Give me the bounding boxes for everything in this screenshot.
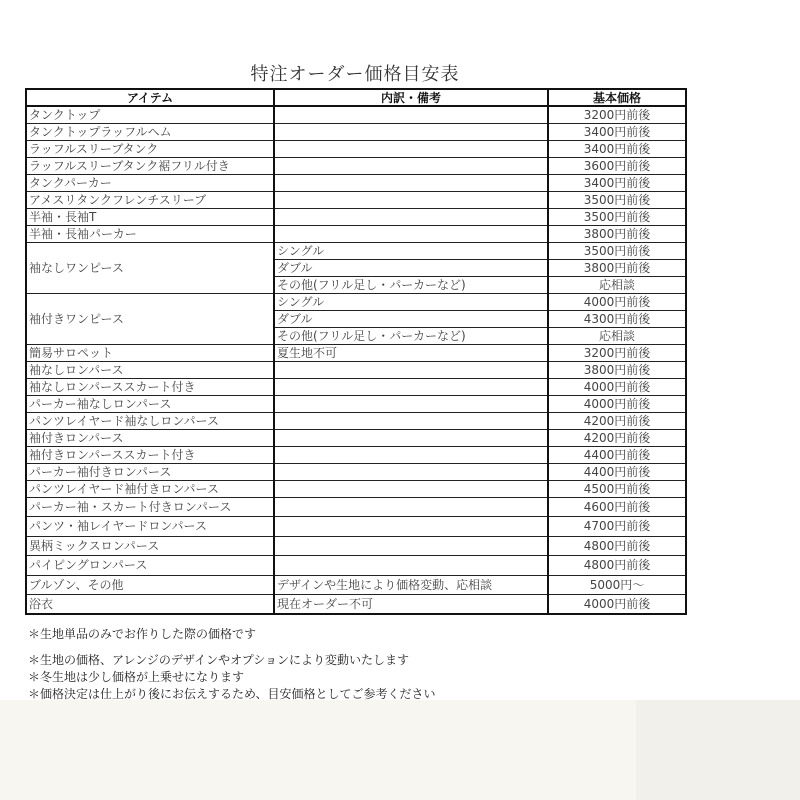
price-cell: 3200円前後 (548, 106, 686, 123)
price-cell: 4800円前後 (548, 536, 686, 556)
item-cell: タンクトップラッフルヘム (26, 123, 274, 140)
item-cell: 袖付きロンパース (26, 429, 274, 446)
price-cell: 5000円～ (548, 575, 686, 595)
price-cell: 4700円前後 (548, 517, 686, 537)
background-texture-right (636, 700, 800, 800)
price-cell: 4300円前後 (548, 310, 686, 327)
price-cell: 4200円前後 (548, 429, 686, 446)
header-item: アイテム (26, 89, 274, 106)
price-cell: 3800円前後 (548, 361, 686, 378)
detail-cell: ダブル (274, 259, 548, 276)
table-row (26, 106, 686, 123)
item-cell: 浴衣 (26, 595, 274, 615)
price-cell: 応相談 (548, 276, 686, 293)
price-cell: 3800円前後 (548, 225, 686, 242)
price-cell: 応相談 (548, 327, 686, 344)
note: ＊価格決定は仕上がり後にお伝えするため、目安価格としてご参考ください (28, 687, 436, 701)
item-cell: 袖なしロンパーススカート付き (26, 378, 274, 395)
price-cell: 4000円前後 (548, 378, 686, 395)
table-row (26, 208, 686, 225)
table-row (26, 293, 686, 310)
price-cell: 3400円前後 (548, 123, 686, 140)
table-row (26, 556, 686, 576)
item-cell: 袖なしワンピース (26, 242, 274, 293)
detail-cell: デザインや生地により価格変動、応相談 (274, 575, 548, 595)
detail-cell (274, 106, 548, 123)
price-cell: 3200円前後 (548, 344, 686, 361)
price-cell: 4800円前後 (548, 556, 686, 576)
price-cell: 3500円前後 (548, 242, 686, 259)
header-price: 基本価格 (548, 89, 686, 106)
price-table (25, 88, 687, 615)
item-cell: 袖付きワンピース (26, 293, 274, 344)
table-row (26, 497, 686, 517)
detail-cell (274, 429, 548, 446)
item-cell: 半袖・長袖T (26, 208, 274, 225)
detail-cell (274, 225, 548, 242)
item-cell: パンツレイヤード袖なしロンパース (26, 412, 274, 429)
table-row (26, 536, 686, 556)
item-cell: パーカー袖付きロンパース (26, 463, 274, 480)
detail-cell (274, 208, 548, 225)
price-cell: 3400円前後 (548, 140, 686, 157)
detail-cell (274, 361, 548, 378)
table-row (26, 395, 686, 412)
table-row (26, 174, 686, 191)
price-cell: 3600円前後 (548, 157, 686, 174)
table-row (26, 191, 686, 208)
item-cell: ラッフルスリーブタンク (26, 140, 274, 157)
table-row (26, 446, 686, 463)
detail-cell (274, 378, 548, 395)
detail-cell: シングル (274, 293, 548, 310)
item-cell: 袖なしロンパース (26, 361, 274, 378)
detail-cell (274, 157, 548, 174)
table-row (26, 595, 686, 615)
table-row (26, 575, 686, 595)
detail-cell: シングル (274, 242, 548, 259)
detail-cell (274, 480, 548, 497)
price-cell: 3500円前後 (548, 191, 686, 208)
price-cell: 4600円前後 (548, 497, 686, 517)
item-cell: ラッフルスリーブタンク裾フリル付き (26, 157, 274, 174)
item-cell: アメスリタンクフレンチスリーブ (26, 191, 274, 208)
detail-cell: 現在オーダー不可 (274, 595, 548, 615)
note: ＊冬生地は少し価格が上乗せになります (28, 670, 245, 684)
detail-cell: その他(フリル足し・パーカーなど) (274, 276, 548, 293)
detail-cell (274, 556, 548, 576)
item-cell: パイピングロンパース (26, 556, 274, 576)
detail-cell (274, 140, 548, 157)
price-cell: 4200円前後 (548, 412, 686, 429)
price-cell: 4400円前後 (548, 463, 686, 480)
item-cell: パーカー袖なしロンパース (26, 395, 274, 412)
table-row (26, 480, 686, 497)
table-row (26, 412, 686, 429)
detail-cell (274, 536, 548, 556)
price-cell: 4000円前後 (548, 595, 686, 615)
table-row (26, 344, 686, 361)
detail-cell: その他(フリル足し・パーカーなど) (274, 327, 548, 344)
detail-cell (274, 174, 548, 191)
detail-cell (274, 446, 548, 463)
item-cell: パンツ・袖レイヤードロンパース (26, 517, 274, 537)
table-row (26, 517, 686, 537)
price-cell: 3500円前後 (548, 208, 686, 225)
item-cell: 簡易サロペット (26, 344, 274, 361)
item-cell: タンクパーカー (26, 174, 274, 191)
item-cell: タンクトップ (26, 106, 274, 123)
detail-cell (274, 497, 548, 517)
table-row (26, 361, 686, 378)
detail-cell (274, 191, 548, 208)
table-row (26, 225, 686, 242)
price-cell: 3400円前後 (548, 174, 686, 191)
price-cell: 4500円前後 (548, 480, 686, 497)
price-cell: 3800円前後 (548, 259, 686, 276)
price-cell: 4000円前後 (548, 395, 686, 412)
table-row (26, 242, 686, 259)
item-cell: パンツレイヤード袖付きロンパース (26, 480, 274, 497)
item-cell: 異柄ミックスロンパース (26, 536, 274, 556)
table-row (26, 378, 686, 395)
note: ＊生地の価格、アレンジのデザインやオプションにより変動いたします (28, 653, 410, 667)
detail-cell: 夏生地不可 (274, 344, 548, 361)
table-row (26, 157, 686, 174)
note: ＊生地単品のみでお作りした際の価格です (28, 627, 257, 641)
item-cell: 半袖・長袖パーカー (26, 225, 274, 242)
detail-cell (274, 517, 548, 537)
detail-cell (274, 463, 548, 480)
item-cell: ブルゾン、その他 (26, 575, 274, 595)
page-title: 特注オーダー価格目安表 (250, 64, 460, 85)
item-cell: パーカー袖・スカート付きロンパース (26, 497, 274, 517)
price-cell: 4400円前後 (548, 446, 686, 463)
notes (28, 626, 436, 703)
header-detail: 内訳・備考 (274, 89, 548, 106)
detail-cell: ダブル (274, 310, 548, 327)
detail-cell (274, 395, 548, 412)
detail-cell (274, 123, 548, 140)
table-row (26, 140, 686, 157)
price-cell: 4000円前後 (548, 293, 686, 310)
item-cell: 袖付きロンパーススカート付き (26, 446, 274, 463)
detail-cell (274, 412, 548, 429)
table-row (26, 463, 686, 480)
table-row (26, 429, 686, 446)
table-row (26, 123, 686, 140)
